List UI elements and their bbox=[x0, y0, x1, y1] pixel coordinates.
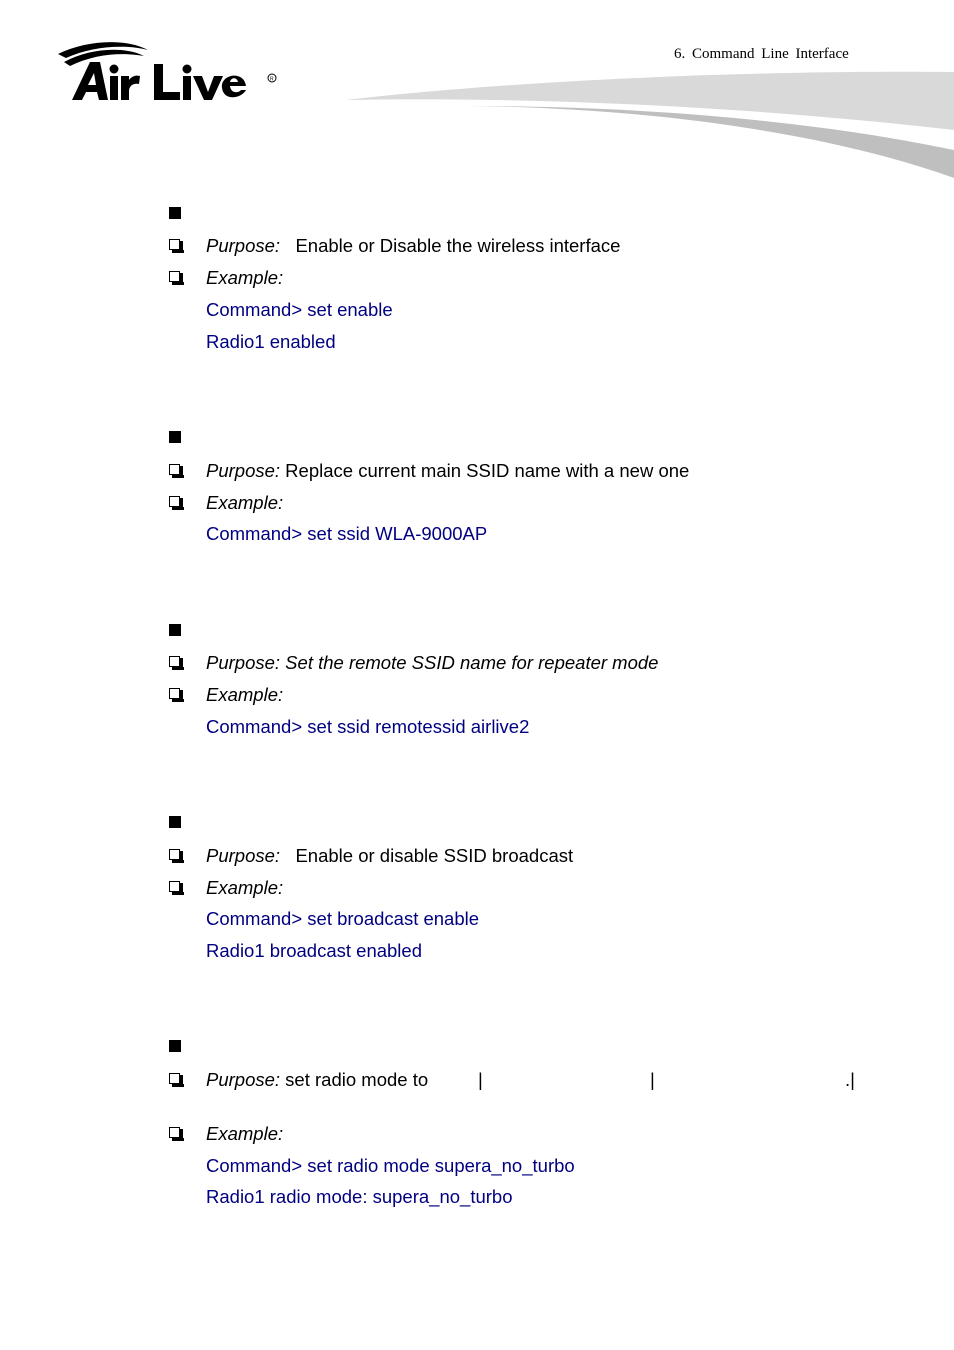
example-label: Example: bbox=[206, 492, 284, 513]
airlive-logo bbox=[56, 40, 286, 110]
checkbox-icon bbox=[169, 464, 180, 475]
chapter-header: 6. Command Line Interface bbox=[674, 46, 849, 62]
checkbox-icon bbox=[169, 271, 180, 282]
command-line: Command> set ssid WLA-9000AP bbox=[206, 523, 488, 544]
section-bullet bbox=[169, 431, 181, 443]
mode-separator: .| bbox=[845, 1069, 855, 1090]
example-label: Example: bbox=[206, 877, 284, 898]
command-line: Command> set enable bbox=[206, 299, 393, 320]
svg-text:R: R bbox=[270, 76, 274, 83]
purpose-line: Purpose: Enable or Disable the wireless interface bbox=[206, 235, 621, 256]
checkbox-icon bbox=[169, 849, 180, 860]
mode-separator: | bbox=[650, 1069, 655, 1090]
section-bullet bbox=[169, 624, 181, 636]
checkbox-icon bbox=[169, 239, 180, 250]
checkbox-icon bbox=[169, 1127, 180, 1138]
output-line: Radio1 broadcast enabled bbox=[206, 940, 422, 961]
output-line: Radio1 enabled bbox=[206, 331, 336, 352]
mode-separator: | bbox=[478, 1069, 483, 1090]
checkbox-icon bbox=[169, 656, 180, 667]
purpose-line: Purpose: Set the remote SSID name for repeater mode bbox=[206, 652, 659, 673]
section-bullet bbox=[169, 207, 181, 219]
purpose-line: Purpose: Replace current main SSID name with a new one bbox=[206, 460, 690, 481]
example-label: Example: bbox=[206, 1123, 284, 1144]
checkbox-icon bbox=[169, 688, 180, 699]
command-line: Command> set ssid remotessid airlive2 bbox=[206, 716, 530, 737]
command-line: Command> set broadcast enable bbox=[206, 908, 480, 929]
example-label: Example: bbox=[206, 684, 284, 705]
checkbox-icon bbox=[169, 496, 180, 507]
section-bullet bbox=[169, 816, 181, 828]
command-line: Command> set radio mode supera_no_turbo bbox=[206, 1155, 575, 1176]
section-bullet bbox=[169, 1040, 181, 1052]
example-label: Example: bbox=[206, 267, 284, 288]
checkbox-icon bbox=[169, 881, 180, 892]
checkbox-icon bbox=[169, 1073, 180, 1084]
purpose-line: Purpose: set radio mode to bbox=[206, 1069, 429, 1090]
output-line: Radio1 radio mode: supera_no_turbo bbox=[206, 1186, 513, 1207]
purpose-line: Purpose: Enable or disable SSID broadcast bbox=[206, 845, 574, 866]
